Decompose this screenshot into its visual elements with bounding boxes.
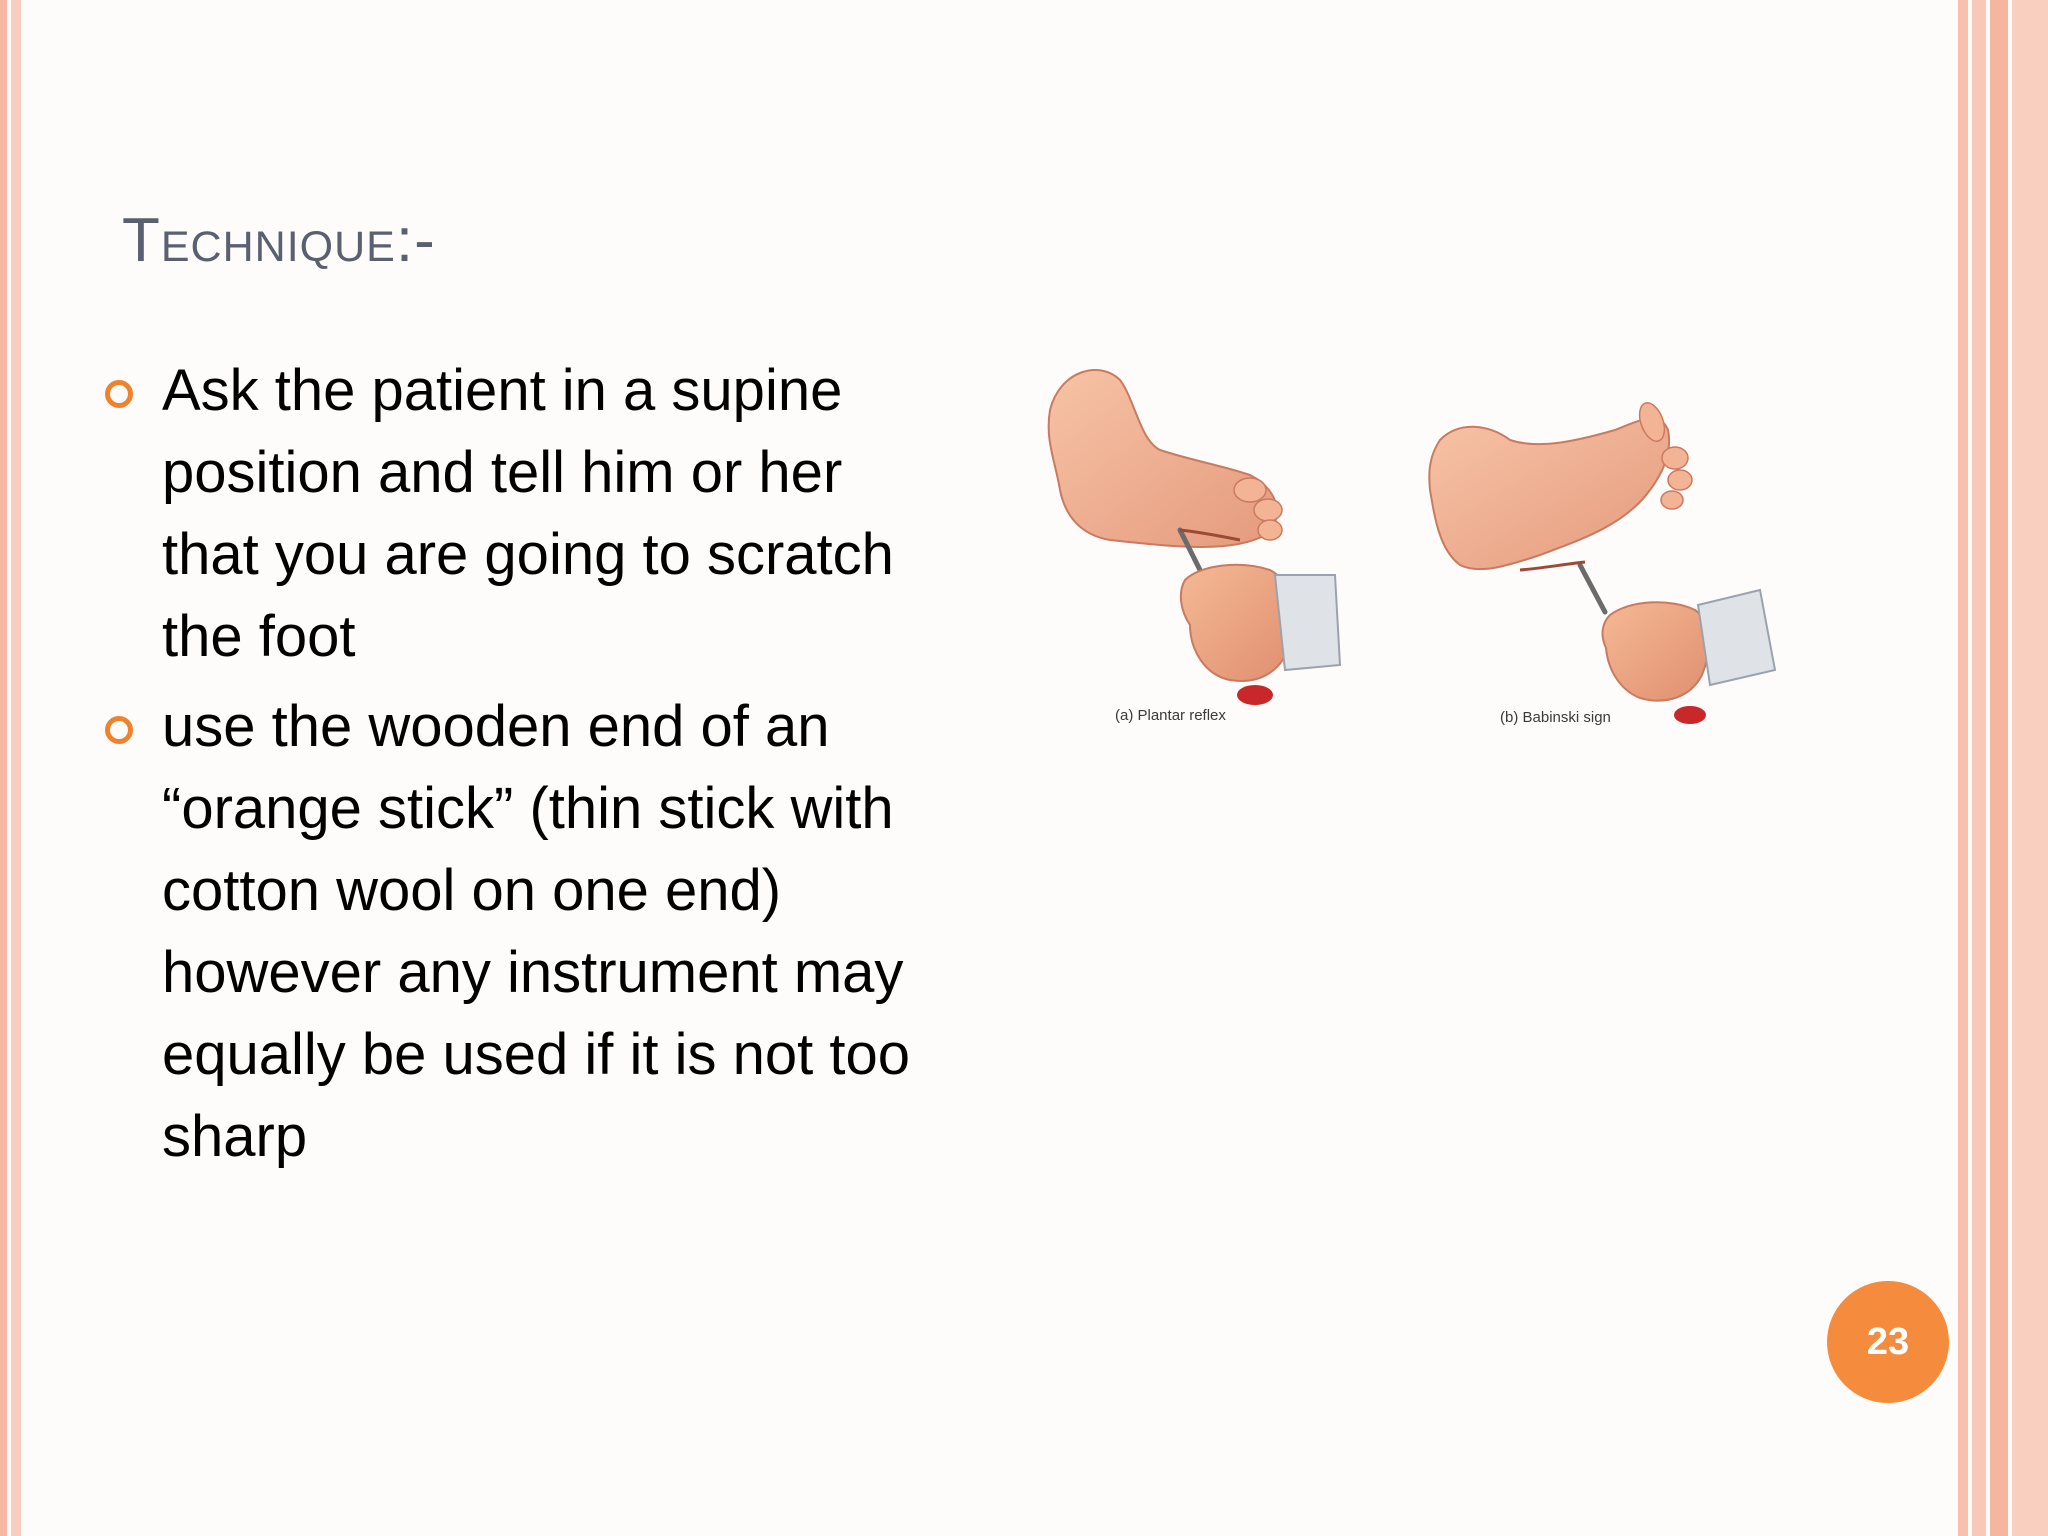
foot-reflex-drawing — [1040, 340, 1800, 760]
left-border-stripe-inner — [11, 0, 21, 1536]
foot-a — [1049, 370, 1282, 547]
left-border-stripe — [0, 0, 7, 1536]
bullet-circle-icon — [105, 380, 133, 408]
bullet-circle-icon — [105, 716, 133, 744]
slide-title: Technique:- — [122, 206, 436, 275]
right-border-stripe — [2012, 0, 2048, 1536]
bullet-item — [100, 686, 920, 1178]
foot-b — [1429, 399, 1692, 569]
right-border-stripe — [1990, 0, 2008, 1536]
bullet-text: Ask the patient in a supine position and tell him or her that you are going to scratch the foot — [162, 358, 894, 669]
hand-a — [1181, 565, 1340, 705]
reflex-illustration — [1040, 340, 1800, 760]
bullet-text: use the wooden end of an “orange stick” (thin stick with cotton wool on one end) however any instrument may equally be used if it is not too sharp — [162, 694, 911, 1169]
bullet-item — [100, 350, 920, 678]
bullet-list — [100, 350, 920, 1186]
right-border-stripe — [1972, 0, 1986, 1536]
hand-b — [1603, 590, 1775, 724]
caption-plantar-reflex: (a) Plantar reflex — [1115, 707, 1226, 724]
right-border-stripe — [1958, 0, 1968, 1536]
page-number-badge: 23 — [1827, 1281, 1949, 1403]
caption-babinski-sign: (b) Babinski sign — [1500, 709, 1611, 726]
